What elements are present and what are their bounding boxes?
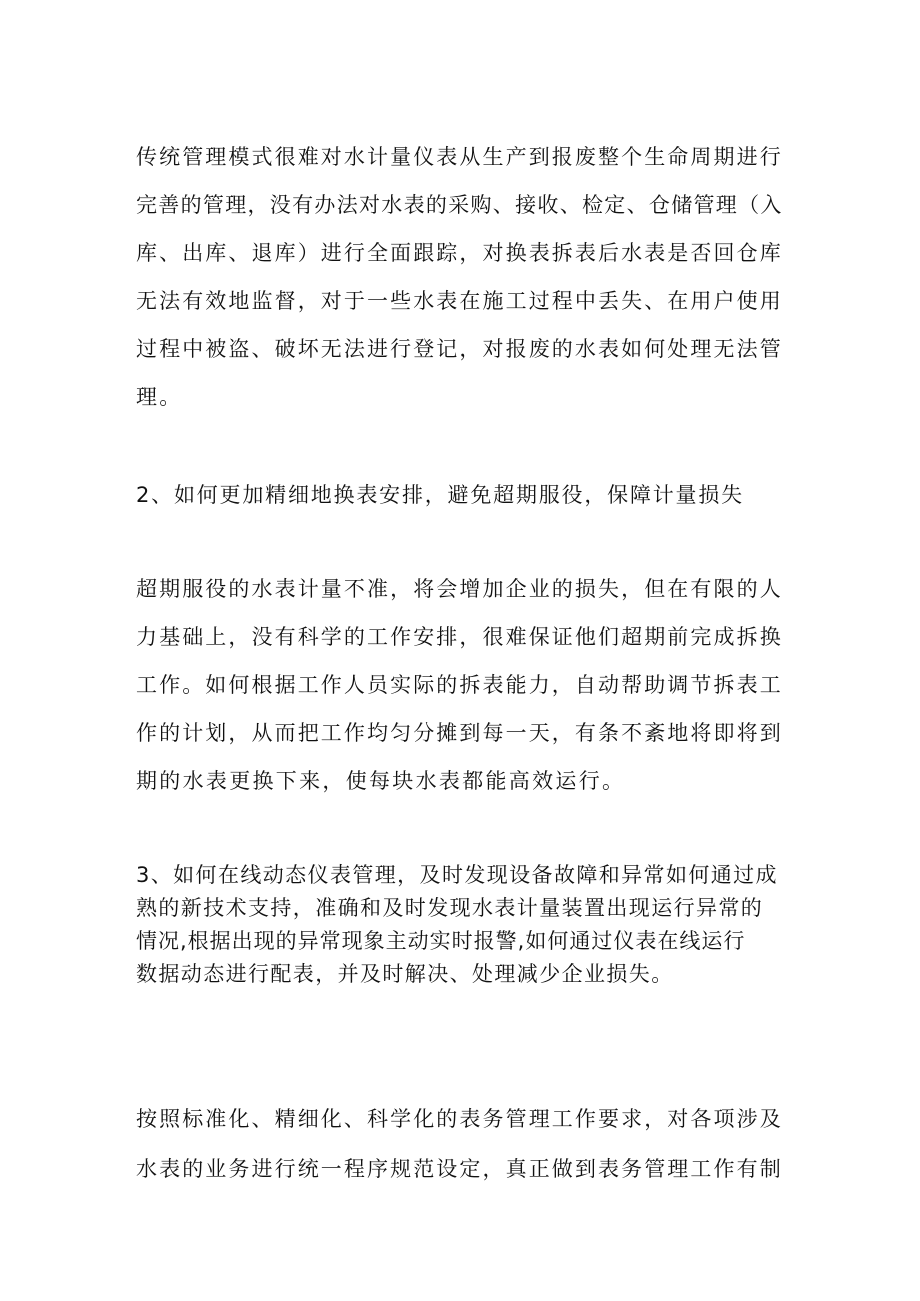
section-heading-2	[136, 471, 786, 519]
text-line: 超期服役的水表计量不准，将会增加企业的损失，但在有限的人	[136, 577, 783, 601]
text-line: 水表的业务进行统一程序规范设定，真正做到表务管理工作有制	[136, 1157, 783, 1181]
paragraph-online-monitoring	[136, 859, 786, 991]
text-line: 数据动态进行配表，并及时解决、处理减少企业损失。	[136, 962, 674, 986]
text-line: 库、出库、退库）进行全面跟踪，对换表拆表后水表是否回仓库	[136, 241, 783, 265]
text-line: 3、如何在线动态仪表管理，及时发现设备故障和异常如何通过成	[136, 863, 778, 887]
paragraph-meter-lifecycle	[136, 133, 786, 421]
text-line: 情况,根据出现的异常现象主动实时报警,如何通过仪表在线运行	[136, 929, 746, 953]
text-line: 理。	[136, 385, 183, 409]
text-line: 按照标准化、精细化、科学化的表务管理工作要求，对各项涉及	[136, 1107, 783, 1131]
text-line: 过程中被盗、破坏无法进行登记，对报废的水表如何处理无法管	[136, 337, 783, 361]
text-line: 熟的新技术支持，准确和及时发现水表计量装置出现运行异常的	[136, 896, 764, 920]
heading-text: 2、如何更加精细地换表安排，避免超期服役，保障计量损失	[136, 483, 744, 507]
text-line: 力基础上，没有科学的工作安排，很难保证他们超期前完成拆换	[136, 625, 783, 649]
text-line: 传统管理模式很难对水计量仪表从生产到报废整个生命周期进行	[136, 145, 783, 169]
text-line: 期的水表更换下来，使每块水表都能高效运行。	[136, 769, 626, 793]
paragraph-overdue-meters	[136, 565, 786, 805]
paragraph-standardization	[136, 1094, 786, 1194]
text-line: 工作。如何根据工作人员实际的拆表能力，自动帮助调节拆表工	[136, 673, 783, 697]
text-line: 完善的管理，没有办法对水表的采购、接收、检定、仓储管理（入	[136, 193, 783, 217]
text-line: 无法有效地监督，对于一些水表在施工过程中丢失、在用户使用	[136, 289, 783, 313]
text-line: 作的计划，从而把工作均匀分摊到每一天，有条不紊地将即将到	[136, 721, 783, 745]
